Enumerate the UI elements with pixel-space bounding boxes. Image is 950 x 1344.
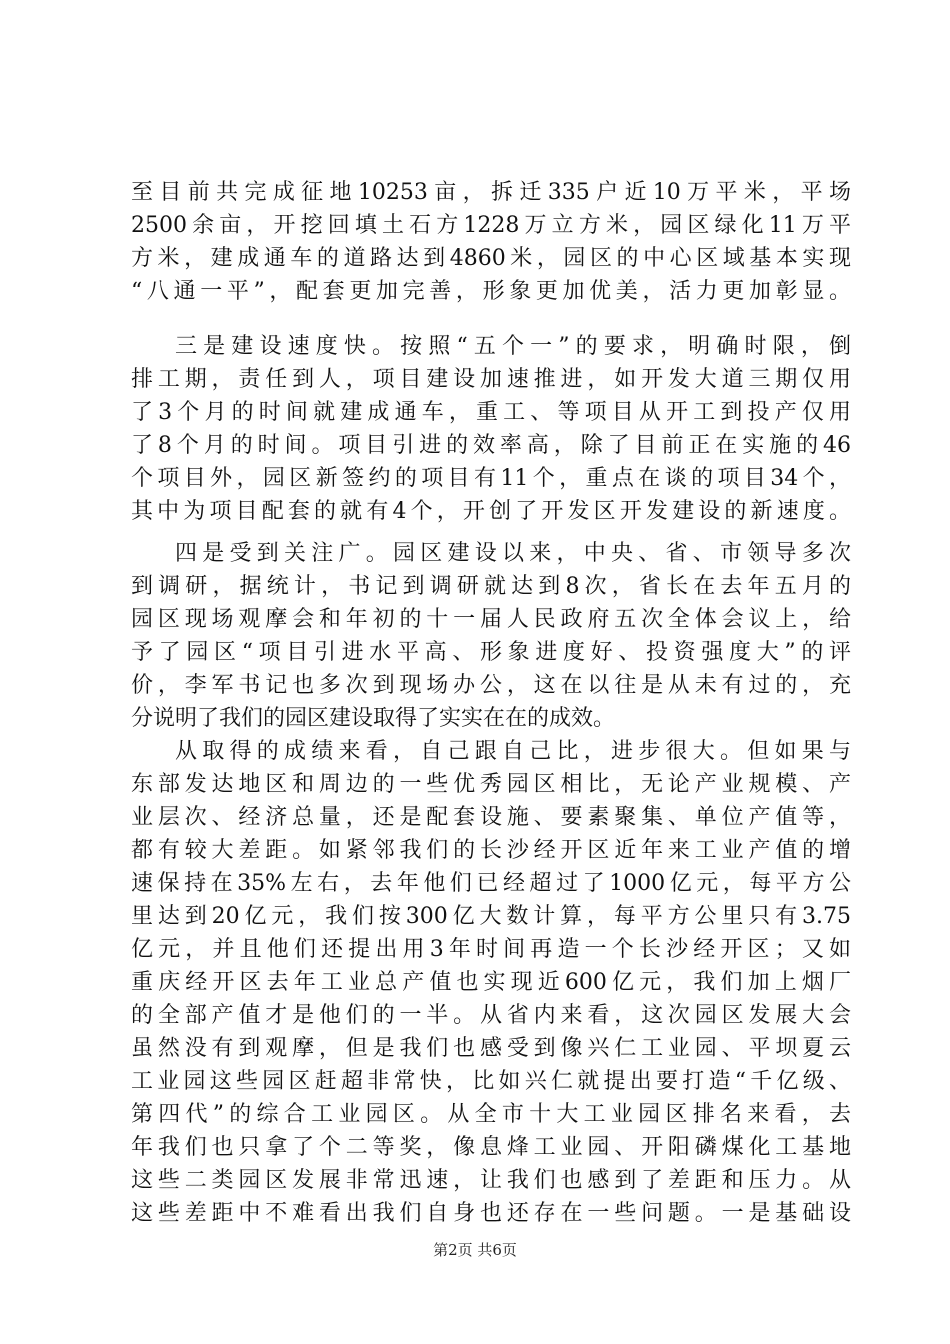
text-line: 的全部产值才是他们的一半。从省内来看，这次园区发展大会 [131, 1003, 851, 1028]
text-line: 年我们也只拿了个二等奖，像息烽工业园、开阳磷煤化工基地 [131, 1135, 851, 1160]
text-line: 这些二类园区发展非常迅速，让我们也感到了差距和压力。从 [131, 1168, 851, 1193]
text-line: 其中为项目配套的就有4个，开创了开发区开发建设的新速度。 [131, 499, 851, 524]
text-line: “八通一平”，配套更加完善，形象更加优美，活力更加彰显。 [131, 279, 851, 304]
text-line: 这些差距中不难看出我们自身也还存在一些问题。一是基础设 [131, 1201, 851, 1226]
text-line: 分说明了我们的园区建设取得了实实在在的成效。 [131, 706, 616, 731]
text-line: 三是建设速度快。按照“五个一”的要求，明确时限，倒 [175, 334, 851, 359]
text-line: 亿元，并且他们还提出用3年时间再造一个长沙经开区；又如 [131, 937, 851, 962]
text-line: 予了园区“项目引进水平高、形象进度好、投资强度大”的评 [131, 640, 851, 665]
text-line: 四是受到关注广。园区建设以来，中央、省、市领导多次 [175, 541, 851, 566]
paragraph-land-statistics [131, 176, 851, 308]
text-line: 了3个月的时间就建成通车，重工、等项目从开工到投产仅用 [131, 400, 851, 425]
text-line: 里达到20亿元，我们按300亿大数计算，每平方公里只有3.75 [131, 904, 851, 929]
text-line: 到调研，据统计，书记到调研就达到8次，省长在去年五月的 [131, 574, 851, 599]
text-line: 重庆经开区去年工业总产值也实现近600亿元，我们加上烟厂 [131, 970, 851, 995]
text-line: 业层次、经济总量，还是配套设施、要素聚集、单位产值等， [131, 805, 851, 830]
text-line: 了8个月的时间。项目引进的效率高，除了目前正在实施的46 [131, 433, 851, 458]
text-line: 个项目外，园区新签约的项目有11个，重点在谈的项目34个， [131, 466, 851, 491]
text-line: 工业园这些园区赶超非常快，比如兴仁就提出要打造“千亿级、 [131, 1069, 851, 1094]
text-line: 2500余亩，开挖回填土石方1228万立方米，园区绿化11万平 [131, 213, 851, 238]
text-line: 排工期，责任到人，项目建设加速推进，如开发大道三期仅用 [131, 367, 851, 392]
text-line: 方米，建成通车的道路达到4860米，园区的中心区域基本实现 [131, 246, 851, 271]
text-line: 从取得的成绩来看，自己跟自己比，进步很大。但如果与 [175, 739, 851, 764]
text-line: 价，李军书记也多次到现场办公，这在以往是从未有过的，充 [131, 673, 851, 698]
page-footer: 第2页 共6页 [433, 1241, 517, 1259]
text-line: 园区现场观摩会和年初的十一届人民政府五次全体会议上，给 [131, 607, 851, 632]
paragraph-attention [131, 537, 851, 735]
text-line: 虽然没有到观摩，但是我们也感受到像兴仁工业园、平坝夏云 [131, 1036, 851, 1061]
text-line: 第四代”的综合工业园区。从全市十大工业园区排名来看，去 [131, 1102, 851, 1127]
text-line: 都有较大差距。如紧邻我们的长沙经开区近年来工业产值的增 [131, 838, 851, 863]
paragraph-gap-analysis [131, 735, 851, 1230]
text-line: 至目前共完成征地10253亩，拆迁335户近10万平米，平场 [131, 180, 851, 205]
text-line: 东部发达地区和周边的一些优秀园区相比，无论产业规模、产 [131, 772, 851, 797]
text-line: 速保持在35%左右，去年他们已经超过了1000亿元，每平方公 [131, 871, 851, 896]
paragraph-construction-speed [131, 330, 851, 528]
